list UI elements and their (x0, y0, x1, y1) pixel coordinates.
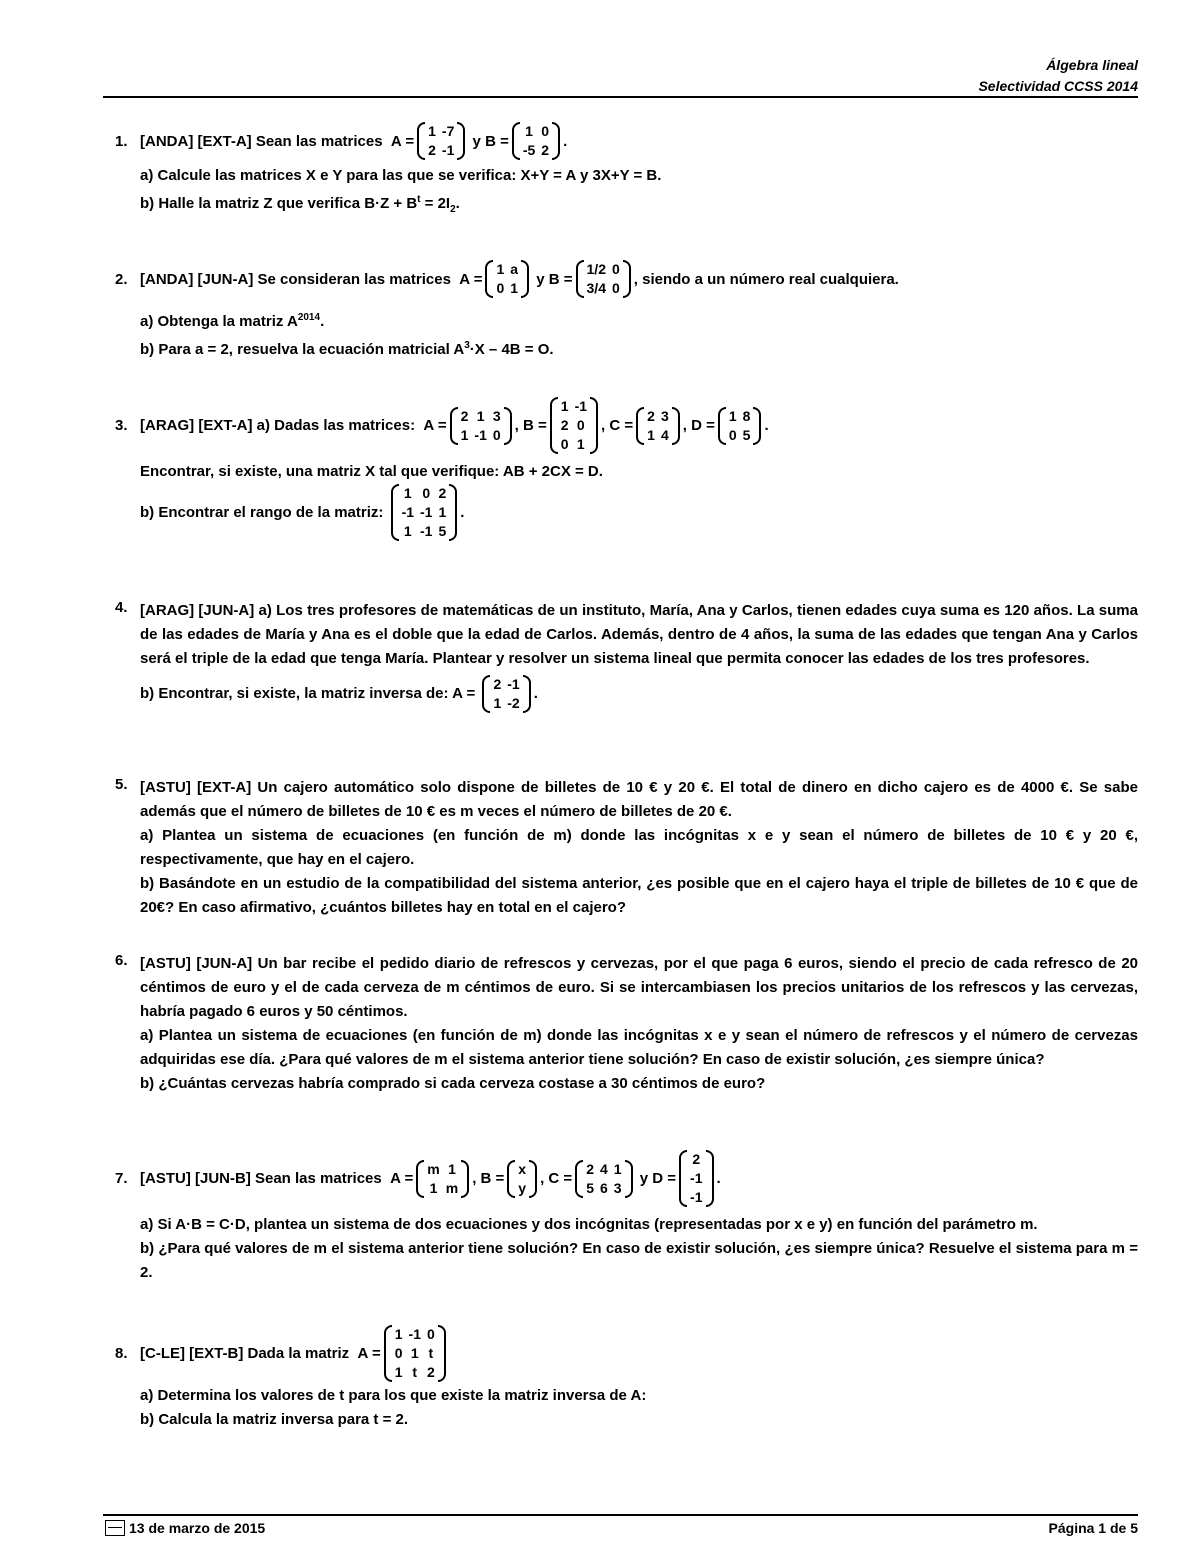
matrix-entry: -1 (408, 1326, 421, 1342)
part-a: a) Plantea un sistema de ecuaciones (en función de m) donde las incógnitas x e y sean el número de refrescos y el número de cervezas adquiridas ese día. ¿Para qué valores de m el sistema anterior tiene solución? En caso de existir solución, ¿es siempre única? (140, 1027, 1138, 1068)
matrix-entry: 1 (429, 1179, 438, 1196)
problem-number: 1. (115, 132, 128, 150)
problem-6 (115, 952, 1138, 1096)
part-b: b) Calcula la matriz inversa para t = 2. (140, 1411, 409, 1428)
matrix-entry: -1 (441, 142, 455, 158)
matrix-entry: -2 (507, 695, 520, 711)
problem-number: 4. (115, 599, 128, 616)
part-b: b) Para a = 2, resuelva la ecuación matricial $A^3\cdot X - 4B = O$. (140, 340, 554, 358)
matrix-A (384, 1325, 446, 1382)
matrix-entry: 2 (692, 1151, 701, 1167)
matrix-entry: 1 (476, 407, 485, 424)
matrix-A (450, 407, 512, 445)
bracket-right (449, 484, 457, 541)
problem-4 (115, 599, 1138, 713)
bracket-left (507, 1160, 515, 1198)
matrix-entry: -1 (420, 504, 433, 520)
matrix-entry: 0 (576, 417, 585, 433)
matrix-B (507, 1160, 537, 1198)
problem-number: 6. (115, 952, 128, 969)
matrix-D (679, 1150, 713, 1207)
matrix-entry: 1 (647, 426, 655, 443)
problem-number: 5. (115, 776, 128, 793)
matrix-entry: -1 (474, 426, 487, 443)
matrix-entry: 0 (560, 436, 569, 452)
bracket-left (679, 1150, 687, 1207)
matrix-entry: 4 (600, 1160, 608, 1177)
matrix-entry: 8 (742, 407, 751, 424)
matrix-entry: 3/4 (586, 280, 606, 296)
matrix-entry: 1 (493, 695, 502, 711)
header-course: Selectividad CCSS 2014 (978, 78, 1138, 94)
problem-2 (115, 260, 1138, 362)
matrix-entry: a (510, 261, 519, 277)
footer-page: Página 1 de 5 (1048, 1520, 1138, 1536)
matrix-label: A = (390, 1170, 414, 1187)
matrix-B (512, 122, 560, 160)
matrix-entry: 0 (422, 485, 431, 501)
matrix-entry: 0 (426, 1326, 435, 1342)
matrix-label: A = (357, 1345, 381, 1362)
matrix-entry: 2 (541, 142, 550, 158)
bracket-left (417, 122, 425, 160)
matrix-entry: y (518, 1179, 527, 1196)
matrix-entry: 3 (492, 407, 501, 424)
problem-3 (115, 397, 1138, 541)
matrix-entry: 4 (660, 426, 669, 443)
matrix-C (636, 407, 680, 445)
matrix-entry: -5 (522, 142, 536, 158)
bracket-left (485, 260, 493, 298)
bracket-right (590, 397, 598, 454)
matrix-D (718, 407, 762, 445)
problem-intro: [ARAG] [EXT-A] a) Dadas las matrices: (140, 417, 416, 434)
matrix-label: , B = (472, 1170, 505, 1187)
matrix-entry: 1 (428, 123, 436, 139)
bracket-right (552, 122, 560, 160)
footer-left (105, 1520, 265, 1536)
matrix-entry: 1 (460, 426, 469, 443)
part-b: b) Basándote en un estudio de la compatibilidad del sistema anterior, ¿es posible que en el cajero haya el triple de billetes de 10 € que de 20€? En caso afirmativo, ¿cuántos billetes hay en total en el cajero? (140, 875, 1138, 916)
matrix-entry: 1 (394, 1326, 403, 1342)
matrix-entry: 0 (611, 261, 620, 277)
matrix-entry: 0 (496, 280, 505, 296)
matrix-entry: x (518, 1160, 527, 1177)
bracket-left (384, 1325, 392, 1382)
matrix-entry: 0 (492, 426, 501, 443)
bracket-left (450, 407, 458, 445)
bracket-left (550, 397, 558, 454)
problem-1 (115, 122, 1138, 222)
footer-rule (103, 1514, 1138, 1516)
bracket-right (457, 122, 465, 160)
problem-8 (115, 1325, 1138, 1432)
matrix-entry: -7 (441, 123, 455, 139)
part-b: b) ¿Para qué valores de m el sistema anterior tiene solución? En caso de existir solución, ¿es siempre única? Resuelve el sistema para m = 2. (140, 1240, 1138, 1281)
problem-tail: , siendo a un número real cualquiera. (633, 270, 899, 288)
matrix-entry: -1 (574, 398, 588, 414)
bracket-right (461, 1160, 469, 1198)
matrix-entry: 1 (448, 1160, 456, 1177)
matrix-entry: 0 (611, 280, 620, 296)
punctuation: . (764, 417, 769, 434)
problem-intro: [C-LE] [EXT-B] Dada la matriz (140, 1345, 350, 1362)
matrix-entry: 5 (586, 1179, 594, 1196)
problem-intro: [ANDA] [JUN-A] Se consideran las matrices (140, 270, 451, 288)
problem-intro: [ASTU] [JUN-B] Sean las matrices (140, 1170, 382, 1187)
problem-5 (115, 776, 1138, 920)
bracket-right (529, 1160, 537, 1198)
problem-number: 7. (115, 1170, 128, 1187)
bracket-right (706, 1150, 714, 1207)
matrix-entry: 0 (394, 1345, 403, 1361)
bracket-left (482, 675, 490, 713)
part-a: a) Plantea un sistema de ecuaciones (en función de m) donde las incógnitas x e y sean el número de billetes de 10 € y 20 €, respectivamente, que hay en el cajero. (140, 827, 1138, 868)
matrix-label: A = (459, 270, 483, 288)
conjunction: y (472, 132, 481, 150)
matrix-label: , C = (601, 417, 634, 434)
part-b: b) ¿Cuántas cervezas habría comprado si cada cerveza costase a 30 céntimos de euro? (140, 1075, 766, 1092)
bracket-right (504, 407, 512, 445)
problem-text: [ASTU] [JUN-A] Un bar recibe el pedido diario de refrescos y cervezas, por el que paga 6 euros, siendo el precio de cada refresco de 20 céntimos de euro y el de cada cerveza de m céntimos de euro. Si se intercambiasen los precios unitarios de los refrescos y las cervezas, habría pagado 6 euros y 50 céntimos. (140, 955, 1138, 1020)
matrix-entry: 1 (560, 398, 569, 414)
matrix-entry: 1 (403, 523, 412, 539)
matrix-entry: 3 (660, 407, 669, 424)
matrix-entry: 1 (403, 485, 412, 501)
problem-number: 3. (115, 417, 128, 434)
bracket-right (523, 675, 531, 713)
matrix-label: B = (548, 270, 573, 288)
matrix-entry: 6 (600, 1179, 608, 1196)
matrix-entry: 1 (613, 1160, 622, 1177)
problem-intro: [ANDA] [EXT-A] Sean las matrices (140, 132, 383, 150)
punctuation: . (563, 132, 568, 150)
header-rule (103, 96, 1138, 98)
matrix-label: , B = (514, 417, 547, 434)
matrix-entry: -1 (690, 1170, 703, 1186)
matrix-entry: 1 (394, 1364, 403, 1380)
matrix-entry: 2 (428, 142, 436, 158)
matrix-entry: 2 (426, 1364, 435, 1380)
bracket-left (512, 122, 520, 160)
matrix-entry: t (428, 1345, 434, 1361)
matrix-entry: 1 (525, 123, 533, 139)
matrix-entry: 3 (613, 1179, 622, 1196)
matrix-A (482, 675, 530, 713)
problem-7 (115, 1150, 1138, 1285)
matrix-label: , C = (540, 1170, 573, 1187)
page-header (978, 55, 1138, 97)
matrix-B (576, 260, 631, 298)
bracket-left (576, 260, 584, 298)
bracket-right (625, 1160, 633, 1198)
part-a-equation: Encontrar, si existe, una matriz X tal que verifique: AB + 2CX = D. (140, 463, 603, 480)
matrix-entry: t (412, 1364, 418, 1380)
matrix-A (485, 260, 529, 298)
matrix-entry: 1 (410, 1345, 419, 1361)
bracket-left (391, 484, 399, 541)
matrix-A (416, 1160, 469, 1198)
conjunction: y (536, 270, 545, 288)
bracket-right (672, 407, 680, 445)
matrix-B (550, 397, 598, 454)
problem-text: [ARAG] [JUN-A] a) Los tres profesores de matemáticas de un instituto, María, Ana y Carlos, tienen edades cuya suma es 120 años. La suma de las edades de María y Ana es el doble que la edad de Carlos. Además, dentro de 4 años, la suma de las edades que tengan Ana y Carlos será el triple de la edad que tenga María. Plantear y resolver un sistema lineal que permita conocer las edades de los tres profesores. (140, 602, 1138, 667)
bracket-left (718, 407, 726, 445)
problem-number: 2. (115, 270, 128, 288)
bracket-right (438, 1325, 446, 1382)
matrix-entry: 1 (576, 436, 585, 452)
matrix-A (417, 122, 465, 160)
part-a: a) Calcule las matrices X e Y para las que se verifica: X+Y = A y 3X+Y = B. (140, 167, 662, 184)
matrix-label: A = (390, 132, 415, 150)
matrix-entry: -1 (690, 1189, 703, 1205)
part-a: a) Determina los valores de t para los que existe la matriz inversa de A: (140, 1387, 647, 1404)
punctuation: . (716, 1170, 721, 1187)
matrix-entry: 5 (742, 426, 751, 443)
matrix-entry: 1 (728, 407, 737, 424)
problem-text: [ASTU] [EXT-A] Un cajero automático solo dispone de billetes de 10 € y 20 €. El total de dinero en dicho cajero es de 4000 €. Se sabe además que el número de billetes de 10 € es m veces el número de billetes de 20 €. (140, 779, 1138, 820)
matrix-entry: m (445, 1179, 459, 1196)
bracket-right (521, 260, 529, 298)
bracket-left (416, 1160, 424, 1198)
matrix-label: B = (485, 132, 509, 150)
part-b: b) Encontrar el rango de la matriz: 1 0 2 -1 -1 1 1 -1 5 . (140, 485, 465, 539)
part-a: a) Obtenga la matriz $A^{2014}$. (140, 312, 325, 330)
bracket-left (636, 407, 644, 445)
bracket-right (753, 407, 761, 445)
logo-icon (105, 1520, 125, 1536)
matrix-entry: 5 (438, 523, 447, 539)
matrix-entry: -1 (420, 523, 433, 539)
footer-date: 13 de marzo de 2015 (129, 1520, 266, 1536)
matrix-entry: 0 (728, 426, 737, 443)
matrix-entry: m (427, 1160, 440, 1177)
matrix-entry: 1 (438, 504, 447, 520)
matrix-entry: 1/2 (586, 261, 606, 277)
bracket-left (575, 1160, 583, 1198)
header-subject: Álgebra lineal (1046, 57, 1138, 73)
matrix-entry: 2 (460, 407, 469, 424)
matrix-C (575, 1160, 632, 1198)
matrix-label: y D = (639, 1170, 677, 1187)
matrix-entry: 1 (510, 280, 519, 296)
problem-number: 8. (115, 1345, 128, 1362)
matrix-entry: -1 (507, 676, 520, 692)
part-a: a) Si A·B = C·D, plantea un sistema de dos ecuaciones y dos incógnitas (representadas por x e y) en función del parámetro m. (140, 1216, 1038, 1233)
matrix-label: , D = (682, 417, 715, 434)
matrix-entry: 1 (496, 261, 505, 277)
matrix-entry: 2 (560, 417, 569, 433)
matrix-entry: 0 (541, 123, 550, 139)
matrix-entry: 2 (438, 485, 447, 501)
matrix-entry: 2 (493, 676, 502, 692)
bracket-right (623, 260, 631, 298)
part-b: b) Halle la matriz Z que verifica $B\cdot Z + B^t = 2I_2$. (140, 194, 460, 215)
matrix-label: A = (423, 417, 447, 434)
matrix-entry: 2 (586, 1160, 594, 1177)
matrix-entry: -1 (401, 504, 415, 520)
matrix-M (391, 484, 458, 541)
matrix-entry: 2 (647, 407, 655, 424)
part-b: b) Encontrar, si existe, la matriz inversa de: A = 2 -1 1 -2 . (140, 676, 538, 711)
